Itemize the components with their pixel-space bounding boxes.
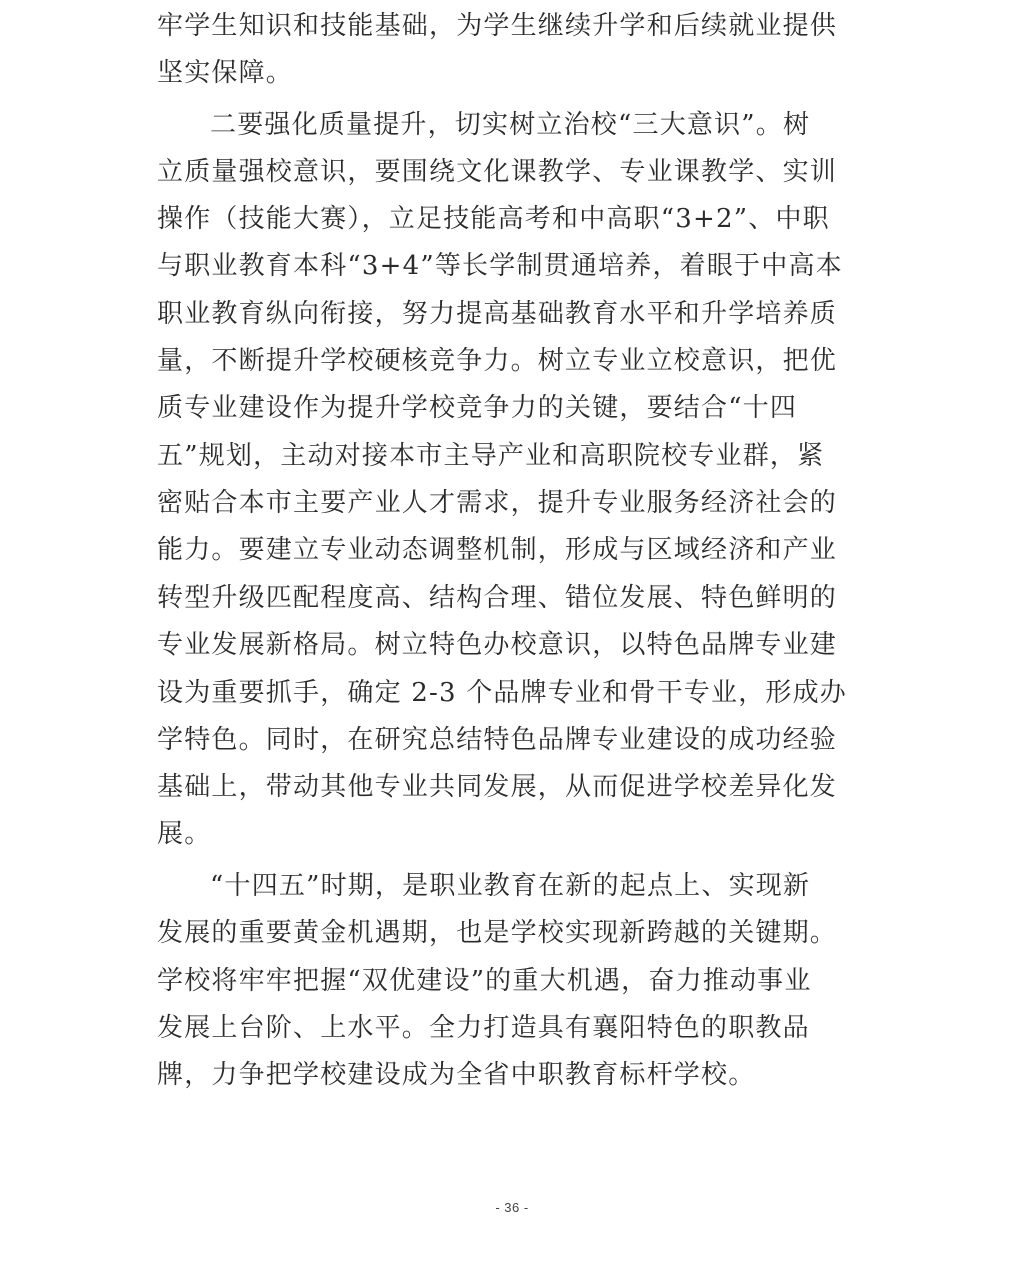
text-line: 与职业教育本科“3+4”等长学制贯通培养，着眼于中高本: [157, 251, 843, 281]
text-line: 能力。要建立专业动态调整机制，形成与区域经济和产业: [157, 535, 838, 565]
text-line: 牌，力争把学校建设成为全省中职教育标杆学校。: [157, 1060, 756, 1090]
text-line: 学校将牢牢把握“双优建设”的重大机遇，奋力推动事业: [157, 966, 812, 996]
page-number: - 36 -: [495, 1200, 529, 1215]
text-line: 牢学生知识和技能基础，为学生继续升学和后续就业提供: [157, 11, 838, 41]
text-line: 发展的重要黄金机遇期，也是学校实现新跨越的关键期。: [157, 918, 838, 948]
text-line: 基础上，带动其他专业共同发展，从而促进学校差异化发: [157, 772, 838, 802]
paragraph-start-line: 二要强化质量提升，切实树立治校“三大意识”。树: [210, 110, 811, 140]
text-line: 展。: [157, 819, 212, 849]
paragraph-start-line: “十四五”时期，是职业教育在新的起点上、实现新: [210, 871, 811, 901]
text-line: 立质量强校意识，要围绕文化课教学、专业课教学、实训: [157, 157, 838, 187]
text-line: 密贴合本市主要产业人才需求，提升专业服务经济社会的: [157, 488, 838, 518]
text-line: 转型升级匹配程度高、结构合理、错位发展、特色鲜明的: [157, 583, 838, 613]
text-line: 五”规划，主动对接本市主导产业和高职院校专业群，紧: [157, 441, 825, 471]
text-line: 职业教育纵向衔接，努力提高基础教育水平和升学培养质: [157, 299, 838, 329]
text-line: 量，不断提升学校硬核竞争力。树立专业立校意识，把优: [157, 346, 838, 376]
text-line: 发展上台阶、上水平。全力打造具有襄阳特色的职教品: [157, 1013, 810, 1043]
text-line: 坚实保障。: [157, 58, 294, 88]
text-line: 专业发展新格局。树立特色办校意识，以特色品牌专业建: [157, 630, 838, 660]
text-line: 设为重要抓手，确定 2-3 个品牌专业和骨干专业，形成办: [157, 678, 847, 708]
text-line: 质专业建设作为提升学校竞争力的关键，要结合“十四: [157, 393, 798, 423]
text-line: 学特色。同时，在研究总结特色品牌专业建设的成功经验: [157, 725, 838, 755]
text-line: 操作（技能大赛），立足技能高考和中高职“3+2”、中职: [157, 204, 830, 234]
